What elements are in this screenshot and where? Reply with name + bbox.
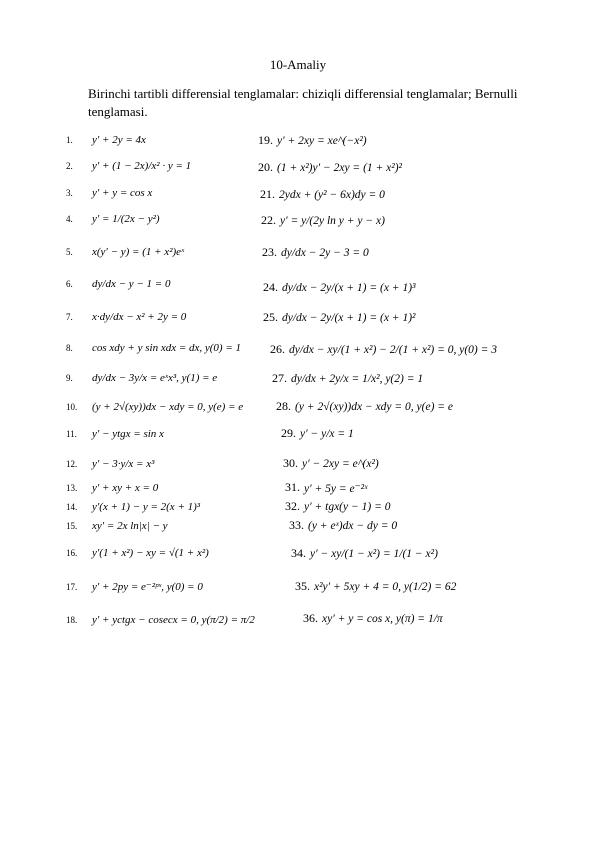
problem-equation: (y + 2√(xy))dx − xdy = 0, y(e) = e <box>295 400 454 413</box>
problem-number: 26. <box>270 342 285 356</box>
problem-14 <box>66 501 200 513</box>
problem-equation: xy′ + y = cos x, y(π) = 1/π <box>322 612 443 625</box>
problem-equation: cos xdy + y sin xdx = dx, y(0) = 1 <box>92 342 242 354</box>
problem-equation: y′(x + 1) − y = 2(x + 1)³ <box>92 501 201 513</box>
page-subtitle: Birinchi tartibli differensial tenglamalar: chiziqli differensial tenglamalar; Bernulli tenglamasi. <box>88 86 518 119</box>
problem-equation: y′ + yctgx − cosecx = 0, y(π/2) = π/2 <box>92 614 255 626</box>
problem-number: 10. <box>66 402 78 412</box>
problem-equation: dy/dx + 2y/x = 1/x², y(2) = 1 <box>291 372 424 385</box>
problem-number: 29. <box>281 426 296 440</box>
problem-number: 3. <box>66 188 73 198</box>
problem-equation: y′ + 2py = e⁻²ᵖˣ, y(0) = 0 <box>92 581 203 593</box>
problem-number: 12. <box>66 459 78 469</box>
problem-equation: (1 + x²)y′ − 2xy = (1 + x²)² <box>277 161 402 174</box>
problem-equation: x·dy/dx − x² + 2y = 0 <box>92 311 187 323</box>
problem-number: 31. <box>285 480 300 494</box>
problem-equation: y′ + 2xy = xe^(−x²) <box>277 134 367 147</box>
problem-number: 18. <box>66 615 78 625</box>
problem-equation: y′ + 5y = e⁻²ˣ <box>304 482 368 495</box>
problem-number: 24. <box>263 280 278 294</box>
problem-13 <box>66 482 158 494</box>
problem-22 <box>261 213 385 228</box>
problem-equation: y′ + 2y = 4x <box>92 134 146 146</box>
problem-number: 5. <box>66 247 73 257</box>
problem-equation: y′ + y = cos x <box>92 187 153 199</box>
problem-number: 9. <box>66 373 73 383</box>
problem-34 <box>291 546 438 561</box>
problem-number: 1. <box>66 135 73 145</box>
problem-equation: 2ydx + (y² − 6x)dy = 0 <box>279 188 385 201</box>
problem-equation: x²y′ + 5xy + 4 = 0, y(1/2) = 62 <box>314 580 457 593</box>
problem-2 <box>66 160 191 172</box>
problem-number: 25. <box>263 310 278 324</box>
problem-number: 30. <box>283 456 298 470</box>
problem-number: 11. <box>66 429 77 439</box>
problem-32 <box>285 499 390 514</box>
problem-26 <box>270 342 497 357</box>
problem-equation: y′ = y/(2y ln y + y − x) <box>280 214 385 227</box>
problem-number: 6. <box>66 279 73 289</box>
problem-6 <box>66 278 170 290</box>
problem-number: 33. <box>289 518 304 532</box>
problem-number: 17. <box>66 581 78 592</box>
problem-28 <box>276 399 453 414</box>
problem-29 <box>281 426 354 441</box>
problem-19 <box>258 133 367 148</box>
problem-number: 7. <box>66 312 73 322</box>
problem-number: 14. <box>66 502 78 512</box>
problem-27 <box>272 371 423 386</box>
problem-number: 32. <box>285 499 300 513</box>
problem-11 <box>66 428 164 440</box>
problem-18 <box>66 614 255 626</box>
problem-21 <box>260 187 385 202</box>
problem-number: 13. <box>66 483 78 493</box>
problem-31 <box>285 480 367 495</box>
problem-number: 15. <box>66 521 78 531</box>
problem-equation: y′ = 1/(2x − y²) <box>92 213 160 225</box>
problem-equation: y′ − xy/(1 − x²) = 1/(1 − x²) <box>310 547 438 560</box>
problem-equation: xy′ = 2x ln|x| − y <box>92 520 168 532</box>
problem-equation: dy/dx − xy/(1 + x²) − 2/(1 + x²) = 0, y(0) = 3 <box>289 343 497 356</box>
problem-5 <box>66 246 184 258</box>
problem-20 <box>258 160 402 175</box>
problem-equation: dy/dx − 2y/(x + 1) = (x + 1)³ <box>282 281 416 294</box>
page-title: 10-Amaliy <box>269 57 327 72</box>
problem-equation: dy/dx − 2y − 3 = 0 <box>281 246 369 259</box>
problem-equation: y′ − 3·y/x = x³ <box>92 458 155 470</box>
problem-equation: x(y′ − y) = (1 + x²)eˣ <box>92 246 185 258</box>
problem-10 <box>66 401 243 413</box>
problem-equation: dy/dx − 3y/x = eˣx³, y(1) = e <box>92 372 218 384</box>
problem-36 <box>303 611 443 626</box>
problem-23 <box>262 245 369 260</box>
problem-number: 35. <box>295 579 310 593</box>
problem-33 <box>289 518 397 533</box>
problem-equation: dy/dx − 2y/(x + 1) = (x + 1)² <box>282 311 416 324</box>
problem-17 <box>66 580 203 593</box>
problem-number: 4. <box>66 214 73 224</box>
problem-number: 8. <box>66 343 73 353</box>
problem-4 <box>66 213 160 225</box>
problem-equation: (y + eˣ)dx − dy = 0 <box>308 519 398 532</box>
problem-equation: y′ − ytgx = sin x <box>92 428 164 440</box>
problem-3 <box>66 187 152 199</box>
problem-number: 16. <box>66 548 78 558</box>
problem-number: 19. <box>258 133 273 147</box>
problem-25 <box>263 310 415 325</box>
problem-equation: y′ − 2xy = e^(x²) <box>302 457 379 470</box>
problem-15 <box>66 520 168 532</box>
problem-30 <box>283 456 379 471</box>
problem-equation: y′ + (1 − 2x)/x² · y = 1 <box>92 160 192 172</box>
problem-equation: y′ + tgx(y − 1) = 0 <box>304 500 391 513</box>
problem-9 <box>66 372 217 384</box>
problem-number: 34. <box>291 546 306 560</box>
problem-equation: (y + 2√(xy))dx − xdy = 0, y(e) = e <box>92 401 244 413</box>
problem-24 <box>263 280 415 295</box>
problem-number: 27. <box>272 371 287 385</box>
problem-number: 23. <box>262 245 277 259</box>
problem-number: 21. <box>260 187 275 201</box>
problem-equation: y′ + xy + x = 0 <box>92 482 159 494</box>
problem-1 <box>66 134 146 146</box>
problem-equation: y′(1 + x²) − xy = √(1 + x²) <box>92 547 209 559</box>
problem-number: 20. <box>258 160 273 174</box>
problem-7 <box>66 311 186 323</box>
problem-equation: dy/dx − y − 1 = 0 <box>92 278 171 290</box>
problem-8 <box>66 342 241 354</box>
problem-16 <box>66 547 209 559</box>
problem-number: 28. <box>276 399 291 413</box>
problem-number: 22. <box>261 213 276 227</box>
problem-number: 2. <box>66 161 73 171</box>
problem-number: 36. <box>303 611 318 625</box>
problem-equation: y′ − y/x = 1 <box>300 427 354 440</box>
problem-35 <box>295 579 456 594</box>
problem-12 <box>66 458 154 470</box>
